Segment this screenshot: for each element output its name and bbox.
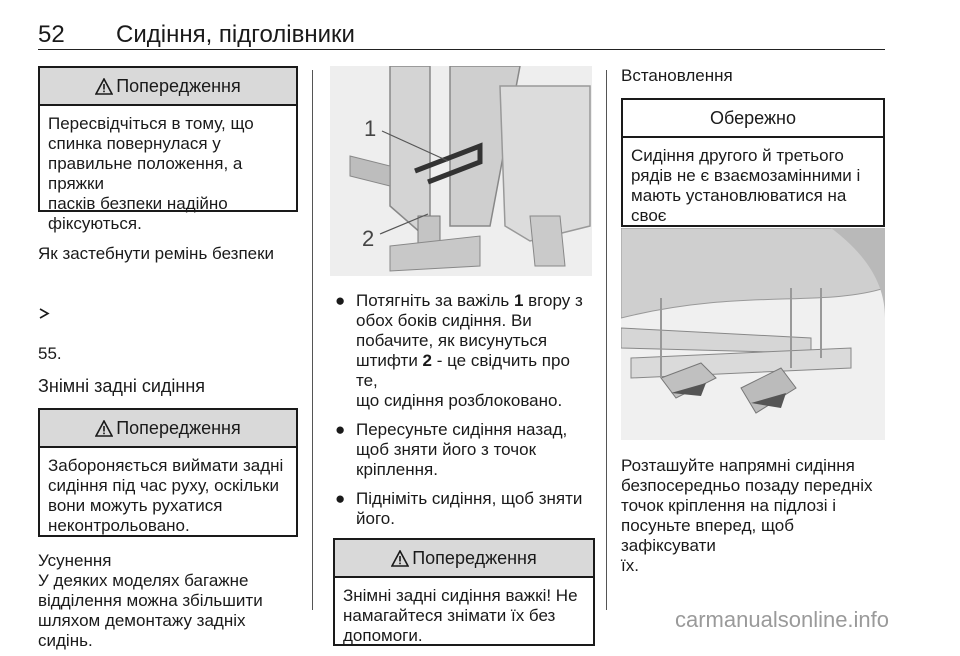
column-1 [38, 66, 298, 651]
bullet-icon: ● [335, 489, 346, 508]
warning-triangle-icon [391, 543, 409, 579]
removal-text: У деяких моделях багажне відділення можна збільшити шляхом демонтажу задніх сидінь. [38, 571, 263, 650]
page-header [38, 20, 355, 50]
belt-page-ref[interactable]: 55. [38, 344, 62, 363]
step-list [333, 291, 595, 529]
belt-link-text [38, 224, 298, 364]
list-item [333, 291, 595, 411]
warning-box [333, 538, 595, 646]
step-text: Потягніть за важіль [356, 291, 514, 310]
warning-body: Забороняється виймати задні сидіння під час руху, оскільки вони можуть рухатися неконтрольовано. [48, 456, 284, 535]
install-text: Розташуйте напрямні сидіння безпосередньо позаду передніх точок кріплення на підлозі і посуньте вперед, щоб зафіксувати їх. [621, 456, 873, 575]
caution-box [621, 98, 885, 227]
page-title: Сидіння, підголівники [116, 21, 355, 48]
caution-title: Обережно [623, 100, 883, 138]
belt-text: Як застебнути ремінь безпеки [38, 244, 275, 263]
bullet-icon: ● [335, 420, 346, 439]
warning-body: Знімні задні сидіння важкі! Не намагайтеся знімати їх без допомоги. [343, 586, 578, 645]
lever-number: 1 [513, 291, 524, 310]
page-number: 52 [38, 21, 65, 48]
watermark: carmanualsonline.info [675, 607, 890, 632]
list-item [333, 420, 595, 480]
warning-title: Попередження [116, 418, 241, 438]
column-3 [621, 66, 885, 227]
caution-body: Сидіння другого й третього рядів не є взаємозамінними і мають установлюватися на своє [631, 146, 861, 225]
step-text: вгору з обох боків сидіння. Ви побачите, як висунуться штифти [356, 291, 583, 370]
removal-heading: Усунення [38, 551, 112, 570]
reference-arrow-icon [38, 304, 50, 323]
warning-triangle-icon [95, 413, 113, 449]
column-3-text [621, 456, 891, 576]
section-heading: Знімні задні сидіння [38, 376, 206, 396]
seat-lever-figure [330, 66, 592, 276]
step-text: Пересуньте сидіння назад, щоб зняти його з точок кріплення. [356, 420, 568, 479]
warning-title-bar [40, 68, 296, 106]
list-item [333, 489, 595, 529]
header-rule [38, 49, 885, 50]
warning-title: Попередження [412, 548, 537, 568]
warning-title-bar [335, 540, 593, 578]
bullet-icon: ● [335, 291, 346, 310]
step-text: Підніміть сидіння, щоб зняти його. [356, 489, 583, 528]
warning-title: Попередження [116, 76, 241, 96]
step-text: - це свідчить про те, що сидіння розблоковано. [356, 351, 570, 410]
column-divider [312, 70, 313, 610]
warning-body: Пересвідчіться в тому, що спинка повернулася у правильне положення, а пряжки пасків безпеки надійно фіксуються. [48, 114, 254, 233]
figure-label: 2 [362, 226, 375, 251]
pin-number: 2 [422, 351, 433, 370]
warning-triangle-icon [95, 71, 113, 107]
seat-rail-figure [621, 228, 885, 440]
figure-label: 1 [364, 116, 377, 141]
warning-box [38, 66, 298, 233]
warning-box [38, 408, 298, 537]
column-2 [333, 291, 595, 646]
warning-title-bar [40, 410, 296, 448]
install-heading: Встановлення [621, 66, 733, 85]
column-divider [606, 70, 607, 610]
